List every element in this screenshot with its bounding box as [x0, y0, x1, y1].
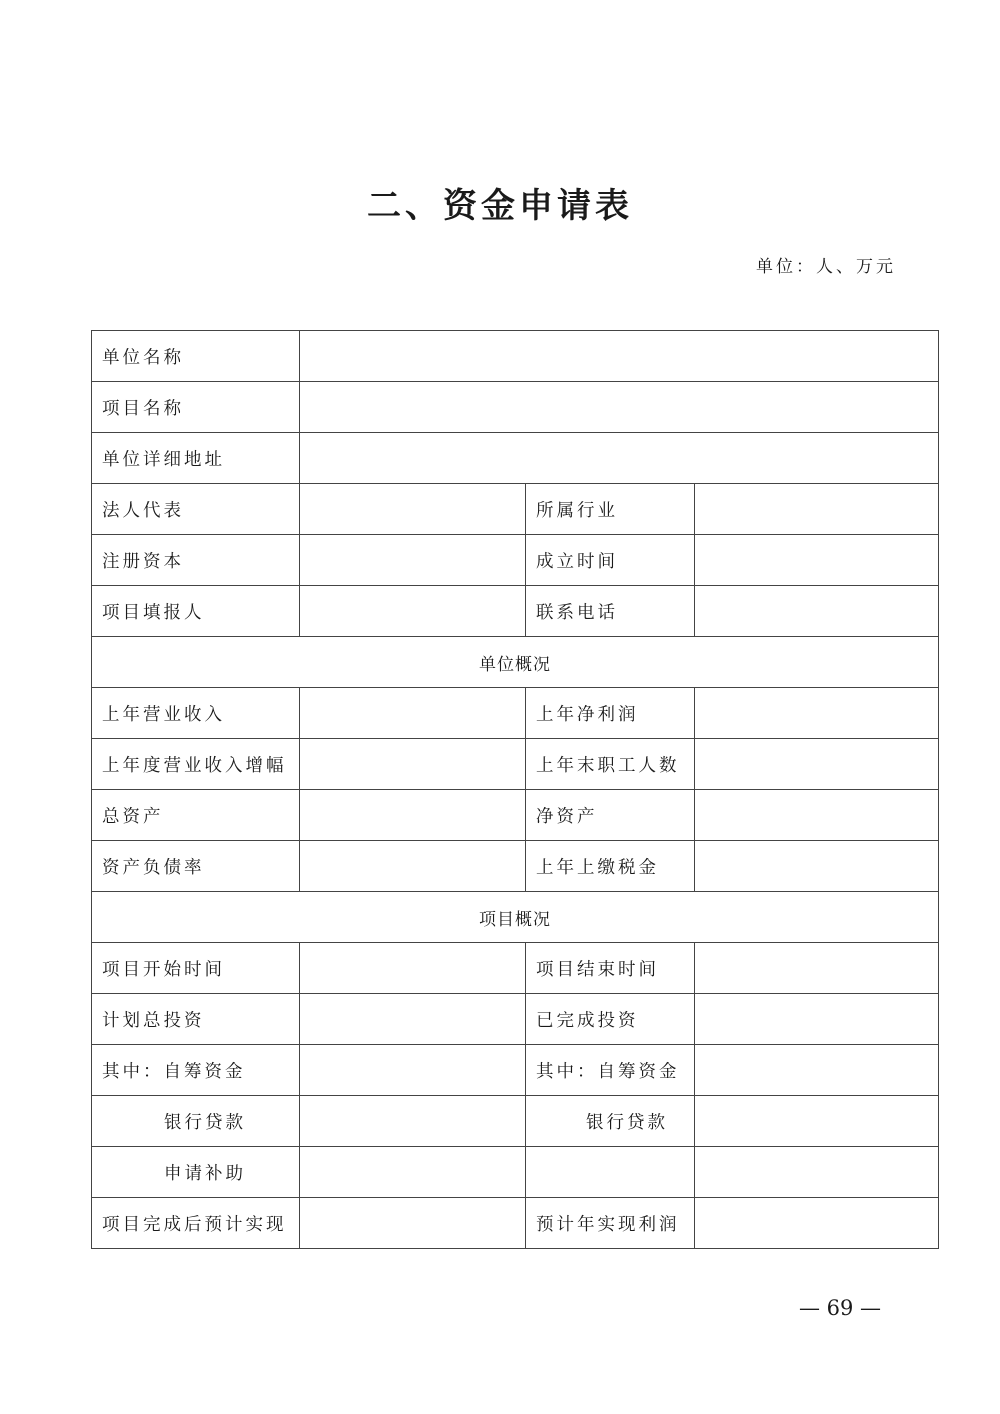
- table-row: [92, 1096, 939, 1147]
- project-name-label: 项目名称: [92, 382, 300, 433]
- table-row: [92, 841, 939, 892]
- established-label: 成立时间: [526, 535, 695, 586]
- table-row: [92, 382, 939, 433]
- registered-capital-field[interactable]: [300, 535, 526, 586]
- table-row: [92, 790, 939, 841]
- subsidy-label: 申请补助: [92, 1147, 300, 1198]
- legal-rep-label: 法人代表: [92, 484, 300, 535]
- empty-cell[interactable]: [695, 1147, 939, 1198]
- debt-ratio-field[interactable]: [300, 841, 526, 892]
- section-project-heading: 项目概况: [92, 892, 939, 943]
- last-revenue-field[interactable]: [300, 688, 526, 739]
- debt-ratio-label: 资产负债率: [92, 841, 300, 892]
- bank-loan-label-left: 银行贷款: [92, 1096, 300, 1147]
- empty-cell[interactable]: [526, 1147, 695, 1198]
- self-funds-field-right[interactable]: [695, 1045, 939, 1096]
- table-row: [92, 892, 939, 943]
- table-row: [92, 994, 939, 1045]
- registered-capital-label: 注册资本: [92, 535, 300, 586]
- company-name-field[interactable]: [300, 331, 939, 382]
- subsidy-field[interactable]: [300, 1147, 526, 1198]
- bank-loan-field-left[interactable]: [300, 1096, 526, 1147]
- established-field[interactable]: [695, 535, 939, 586]
- table-row: [92, 739, 939, 790]
- completed-investment-label: 已完成投资: [526, 994, 695, 1045]
- start-time-label: 项目开始时间: [92, 943, 300, 994]
- section-company-heading: 单位概况: [92, 637, 939, 688]
- industry-label: 所属行业: [526, 484, 695, 535]
- end-time-field[interactable]: [695, 943, 939, 994]
- table-row: [92, 1198, 939, 1249]
- phone-label: 联系电话: [526, 586, 695, 637]
- company-name-label: 单位名称: [92, 331, 300, 382]
- total-assets-label: 总资产: [92, 790, 300, 841]
- taxes-field[interactable]: [695, 841, 939, 892]
- planned-investment-label: 计划总投资: [92, 994, 300, 1045]
- unit-note: 单位：人、万元: [756, 257, 896, 277]
- expected-profit-label: 预计年实现利润: [526, 1198, 695, 1249]
- employees-field[interactable]: [695, 739, 939, 790]
- last-revenue-label: 上年营业收入: [92, 688, 300, 739]
- filler-label: 项目填报人: [92, 586, 300, 637]
- self-funds-field-left[interactable]: [300, 1045, 526, 1096]
- table-row: [92, 535, 939, 586]
- legal-rep-field[interactable]: [300, 484, 526, 535]
- revenue-growth-field[interactable]: [300, 739, 526, 790]
- table-row: [92, 1147, 939, 1198]
- start-time-field[interactable]: [300, 943, 526, 994]
- industry-field[interactable]: [695, 484, 939, 535]
- end-time-label: 项目结束时间: [526, 943, 695, 994]
- expected-profit-field[interactable]: [695, 1198, 939, 1249]
- document-title: 二、资金申请表: [367, 186, 633, 226]
- project-name-field[interactable]: [300, 382, 939, 433]
- table-row: [92, 586, 939, 637]
- last-net-profit-field[interactable]: [695, 688, 939, 739]
- completed-investment-field[interactable]: [695, 994, 939, 1045]
- address-field[interactable]: [300, 433, 939, 484]
- address-label: 单位详细地址: [92, 433, 300, 484]
- revenue-growth-label: 上年度营业收入增幅: [92, 739, 300, 790]
- self-funds-label-right: 其中：自筹资金: [526, 1045, 695, 1096]
- net-assets-label: 净资产: [526, 790, 695, 841]
- filler-field[interactable]: [300, 586, 526, 637]
- table-row: [92, 1045, 939, 1096]
- last-net-profit-label: 上年净利润: [526, 688, 695, 739]
- bank-loan-field-right[interactable]: [695, 1096, 939, 1147]
- expected-field[interactable]: [300, 1198, 526, 1249]
- table-row: [92, 688, 939, 739]
- page-number: — 69 —: [798, 1296, 882, 1320]
- taxes-label: 上年上缴税金: [526, 841, 695, 892]
- employees-label: 上年末职工人数: [526, 739, 695, 790]
- planned-investment-field[interactable]: [300, 994, 526, 1045]
- self-funds-label-left: 其中：自筹资金: [92, 1045, 300, 1096]
- table-row: [92, 637, 939, 688]
- table-row: [92, 484, 939, 535]
- table-row: [92, 943, 939, 994]
- total-assets-field[interactable]: [300, 790, 526, 841]
- table-row: [92, 331, 939, 382]
- table-row: [92, 433, 939, 484]
- bank-loan-label-right: 银行贷款: [526, 1096, 695, 1147]
- net-assets-field[interactable]: [695, 790, 939, 841]
- application-form-table: [91, 330, 939, 1249]
- phone-field[interactable]: [695, 586, 939, 637]
- expected-label: 项目完成后预计实现: [92, 1198, 300, 1249]
